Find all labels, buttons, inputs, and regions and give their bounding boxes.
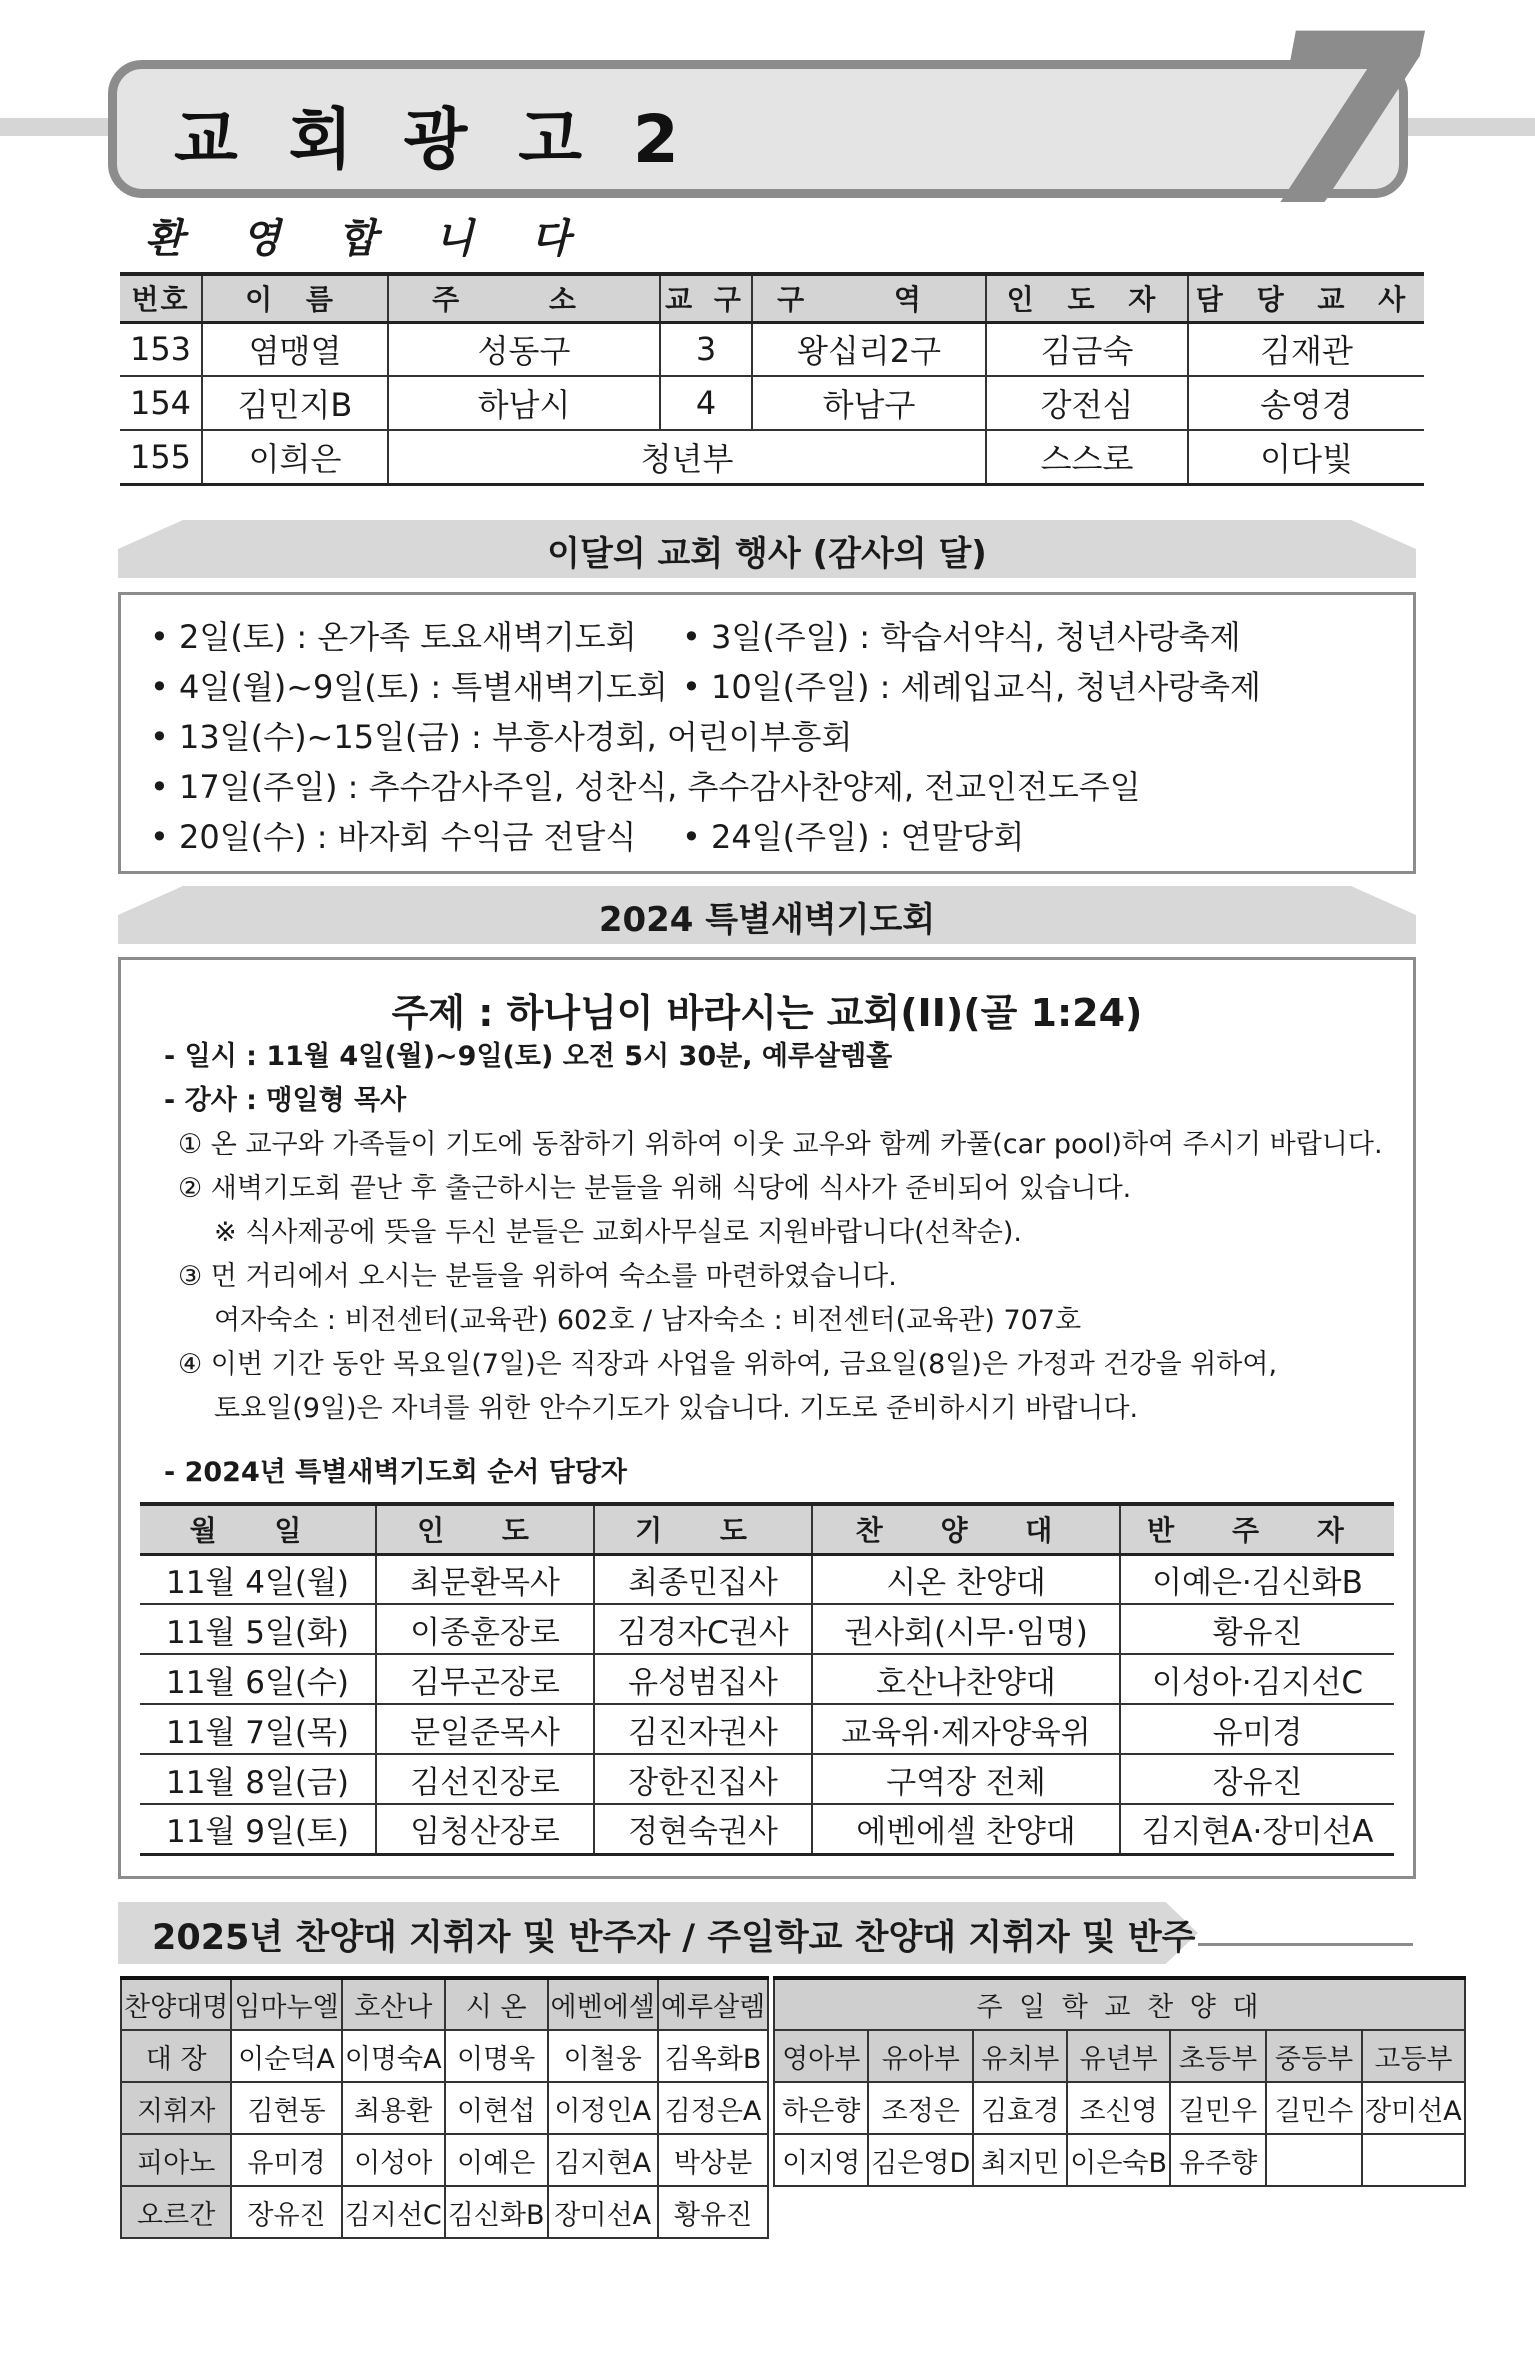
role-label: 오르간 (121, 2186, 231, 2238)
cell: 최지민 (973, 2134, 1067, 2186)
prayer-date: - 일시 : 11월 4일(월)~9일(토) 오전 5시 30분, 예루살렘홀 (164, 1041, 893, 1072)
event-item: • 20일(수) : 바자회 수익금 전달식 (150, 818, 637, 856)
table-row (140, 1654, 1394, 1704)
prayer-note: ② 새벽기도회 끝난 후 출근하시는 분들을 위해 식당에 식사가 준비되어 있습니다. (178, 1173, 1132, 1204)
cell: 김민지B (202, 376, 388, 430)
cell: 성동구 (388, 322, 660, 376)
col-guide: 인 도 자 (986, 274, 1188, 322)
cell: 11월 6일(수) (140, 1654, 376, 1704)
welcome-table-header (120, 274, 1424, 322)
table-row (121, 2134, 1465, 2186)
table-row (120, 430, 1424, 484)
dept-header: 영아부 (774, 2030, 868, 2082)
cell: 하은향 (774, 2082, 868, 2134)
cell: 이은숙B (1067, 2134, 1170, 2186)
cell: 이명욱 (445, 2030, 548, 2082)
cell: 김옥화B (658, 2030, 768, 2082)
cell: 김지현A (548, 2134, 658, 2186)
col-district: 교 구 (660, 274, 752, 322)
cell: 황유진 (1120, 1604, 1394, 1654)
cell: 유미경 (1120, 1704, 1394, 1754)
dept-header: 유치부 (973, 2030, 1067, 2082)
table-row (140, 1804, 1394, 1854)
choir-header: 예루살렘 (658, 1978, 768, 2030)
cell (1266, 2134, 1362, 2186)
page-title: 교 회 광 고 2 (174, 101, 693, 178)
col-leader: 인 도 (376, 1504, 594, 1554)
cell: 김선진장로 (376, 1754, 594, 1804)
cell: 장미선A (1362, 2082, 1465, 2134)
schedule-header (140, 1504, 1394, 1554)
prayer-note: ※ 식사제공에 뜻을 두신 분들은 교회사무실로 지원바랍니다(선착순). (214, 1217, 1022, 1248)
cell: 김지선C (342, 2186, 445, 2238)
empty-area (774, 2186, 1465, 2238)
dept-header: 중등부 (1266, 2030, 1362, 2082)
cell: 11월 8일(금) (140, 1754, 376, 1804)
cell: 하남시 (388, 376, 660, 430)
role-label: 대 장 (121, 2030, 231, 2082)
cell: 김재관 (1188, 322, 1424, 376)
event-item: • 13일(수)~15일(금) : 부흥사경회, 어린이부흥회 (150, 718, 853, 756)
cell: 154 (120, 376, 202, 430)
cell: 11월 7일(목) (140, 1704, 376, 1754)
welcome-heading: 환 영 합 니 다 (145, 215, 592, 262)
cell: 길민수 (1266, 2082, 1362, 2134)
cell: 김효경 (973, 2082, 1067, 2134)
cell: 김정은A (658, 2082, 768, 2134)
cell: 김지현A·장미선A (1120, 1804, 1394, 1854)
cell: 하남구 (752, 376, 986, 430)
cell: 장유진 (231, 2186, 341, 2238)
cell: 박상분 (658, 2134, 768, 2186)
cell: 유주향 (1170, 2134, 1266, 2186)
welcome-table (120, 272, 1424, 486)
cell: 길민우 (1170, 2082, 1266, 2134)
cell: 시온 찬양대 (812, 1554, 1120, 1604)
choir-title: 2025년 찬양대 지휘자 및 반주자 / 주일학교 찬양대 지휘자 및 반주 (152, 1918, 1196, 1958)
choir-header: 시 온 (445, 1978, 548, 2030)
cell: 스스로 (986, 430, 1188, 484)
cell: 이현섭 (445, 2082, 548, 2134)
cell: 조정은 (868, 2082, 973, 2134)
cell: 호산나찬양대 (812, 1654, 1120, 1704)
col-accompanist: 반 주 자 (1120, 1504, 1394, 1554)
dept-header: 초등부 (1170, 2030, 1266, 2082)
prayer-note: 토요일(9일)은 자녀를 위한 안수기도가 있습니다. 기도로 준비하시기 바랍니다. (214, 1393, 1139, 1424)
cell: 염맹열 (202, 322, 388, 376)
dept-header: 유년부 (1067, 2030, 1170, 2082)
choir-header: 호산나 (342, 1978, 445, 2030)
event-item: • 3일(주일) : 학습서약식, 청년사랑축제 (682, 618, 1241, 656)
prayer-schedule-table (140, 1502, 1394, 1856)
cell: 이희은 (202, 430, 388, 484)
cell (1362, 2134, 1465, 2186)
col-prayer: 기 도 (594, 1504, 812, 1554)
cell: 정현숙권사 (594, 1804, 812, 1854)
cell: 송영경 (1188, 376, 1424, 430)
schedule-title: - 2024년 특별새벽기도회 순서 담당자 (164, 1457, 628, 1488)
event-item: • 4일(월)~9일(토) : 특별새벽기도회 (150, 668, 668, 706)
cell: 이정인A (548, 2082, 658, 2134)
cell: 임청산장로 (376, 1804, 594, 1854)
table-row (121, 2186, 1465, 2238)
table-row (120, 322, 1424, 376)
cell: 최종민집사 (594, 1554, 812, 1604)
cell: 김현동 (231, 2082, 341, 2134)
cell: 유성범집사 (594, 1654, 812, 1704)
events-title: 이달의 교회 행사 (감사의 달) (547, 534, 987, 574)
col-area: 구 역 (752, 274, 986, 322)
cell: 조신영 (1067, 2082, 1170, 2134)
page-number: 7 (1262, 0, 1426, 258)
cell: 이지영 (774, 2134, 868, 2186)
cell: 이순덕A (231, 2030, 341, 2082)
cell: 권사회(시무·임명) (812, 1604, 1120, 1654)
cell: 김무곤장로 (376, 1654, 594, 1704)
cell: 청년부 (388, 430, 986, 484)
col-number: 번호 (120, 274, 202, 322)
cell: 구역장 전체 (812, 1754, 1120, 1804)
cell: 장미선A (548, 2186, 658, 2238)
cell: 강전심 (986, 376, 1188, 430)
sunday-school-header: 주 일 학 교 찬 양 대 (774, 1978, 1465, 2030)
event-item: • 17일(주일) : 추수감사주일, 성찬식, 추수감사찬양제, 전교인전도주일 (150, 768, 1141, 806)
role-label: 피아노 (121, 2134, 231, 2186)
table-row (120, 376, 1424, 430)
cell: 이철웅 (548, 2030, 658, 2082)
cell: 이예은 (445, 2134, 548, 2186)
table-row (140, 1554, 1394, 1604)
dept-header: 고등부 (1362, 2030, 1465, 2082)
event-item: • 10일(주일) : 세례입교식, 청년사랑축제 (682, 668, 1261, 706)
prayer-note: ① 온 교구와 가족들이 기도에 동참하기 위하여 이웃 교우와 함께 카풀(car pool)하여 주시기 바랍니다. (178, 1129, 1383, 1160)
cell: 이성아 (342, 2134, 445, 2186)
cell: 11월 9일(토) (140, 1804, 376, 1854)
prayer-speaker: - 강사 : 맹일형 목사 (164, 1085, 407, 1116)
cell: 최용환 (342, 2082, 445, 2134)
table-row (140, 1704, 1394, 1754)
cell: 4 (660, 376, 752, 430)
cell: 3 (660, 322, 752, 376)
col-address: 주 소 (388, 274, 660, 322)
cell: 이다빛 (1188, 430, 1424, 484)
prayer-title: 2024 특별새벽기도회 (598, 900, 936, 940)
cell: 이성아·김지선C (1120, 1654, 1394, 1704)
choir-name-header: 찬양대명 (121, 1978, 231, 2030)
event-item: • 2일(토) : 온가족 토요새벽기도회 (150, 618, 637, 656)
prayer-theme: 주제 : 하나님이 바라시는 교회(II)(골 1:24) (391, 991, 1143, 1035)
col-name: 이 름 (202, 274, 388, 322)
cell: 김금숙 (986, 322, 1188, 376)
cell: 장한진집사 (594, 1754, 812, 1804)
cell: 11월 4일(월) (140, 1554, 376, 1604)
table-row (121, 2082, 1465, 2134)
cell: 이명숙A (342, 2030, 445, 2082)
choir-header: 임마누엘 (231, 1978, 341, 2030)
choir-header: 에벤에셀 (548, 1978, 658, 2030)
role-label: 지휘자 (121, 2082, 231, 2134)
choir-header-row (121, 1978, 1465, 2030)
cell: 153 (120, 322, 202, 376)
prayer-note: ③ 먼 거리에서 오시는 분들을 위하여 숙소를 마련하였습니다. (178, 1261, 897, 1292)
table-row (140, 1604, 1394, 1654)
cell: 이예은·김신화B (1120, 1554, 1394, 1604)
cell: 문일준목사 (376, 1704, 594, 1754)
cell: 최문환목사 (376, 1554, 594, 1604)
cell: 에벤에셀 찬양대 (812, 1804, 1120, 1854)
cell: 김은영D (868, 2134, 973, 2186)
dept-header: 유아부 (868, 2030, 973, 2082)
prayer-note: 여자숙소 : 비전센터(교육관) 602호 / 남자숙소 : 비전센터(교육관) 707호 (214, 1305, 1082, 1336)
cell: 김진자권사 (594, 1704, 812, 1754)
col-choir: 찬 양 대 (812, 1504, 1120, 1554)
prayer-note: ④ 이번 기간 동안 목요일(7일)은 직장과 사업을 위하여, 금요일(8일)은 가정과 건강을 위하여, (178, 1349, 1278, 1380)
table-row (140, 1754, 1394, 1804)
cell: 장유진 (1120, 1754, 1394, 1804)
cell: 155 (120, 430, 202, 484)
table-row (121, 2030, 1465, 2082)
event-item: • 24일(주일) : 연말당회 (682, 818, 1025, 856)
cell: 왕십리2구 (752, 322, 986, 376)
col-date: 월 일 (140, 1504, 376, 1554)
cell: 황유진 (658, 2186, 768, 2238)
cell: 김경자C권사 (594, 1604, 812, 1654)
col-teacher: 담 당 교 사 (1188, 274, 1424, 322)
choir-table (120, 1976, 1466, 2239)
cell: 교육위·제자양육위 (812, 1704, 1120, 1754)
cell: 유미경 (231, 2134, 341, 2186)
cell: 김신화B (445, 2186, 548, 2238)
cell: 11월 5일(화) (140, 1604, 376, 1654)
choir-banner-rule (1198, 1943, 1413, 1946)
cell: 이종훈장로 (376, 1604, 594, 1654)
